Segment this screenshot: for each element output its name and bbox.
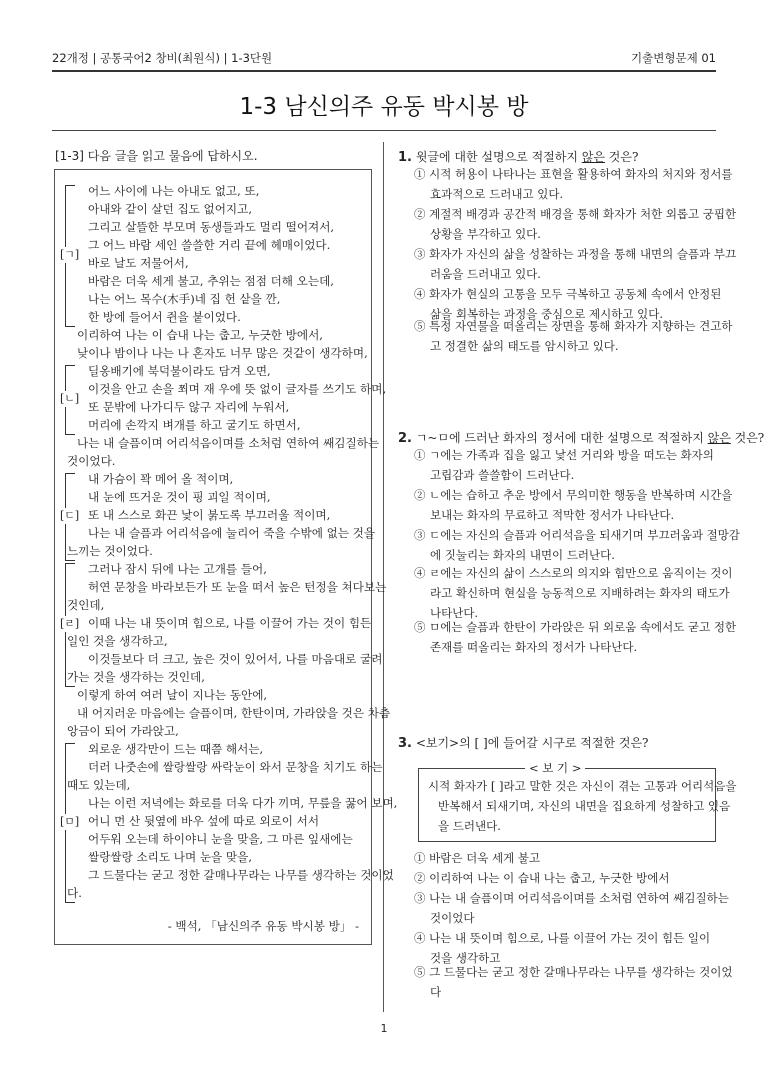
passage-section-label: [ㄴ]: [60, 392, 80, 405]
answer-option: ④ ㄹ에는 자신의 삶이 스스로의 의지와 힘만으로 움직이는 것이: [414, 566, 733, 580]
answer-option-cont: 고립감과 쓸쓸함이 드러난다.: [430, 468, 575, 482]
poem-line: 때도 있는데,: [67, 778, 131, 792]
answer-option: ⑤ 그 드물다는 굳고 정한 갈매나무라는 나무를 생각하는 것이었: [414, 965, 733, 979]
header-divider: [52, 70, 716, 72]
poem-line: 이것들보다 더 크고, 높은 것이 있어서, 나를 마음대로 굴려: [88, 652, 383, 666]
poem-line: 것인데,: [67, 598, 105, 612]
answer-option-cont: 러움을 드러내고 있다.: [430, 267, 541, 281]
poem-line: 아내와 같이 살던 집도 없어지고,: [88, 202, 253, 216]
answer-option-cont: 존재를 떠올리는 화자의 정서가 나타난다.: [430, 640, 638, 654]
answer-option: ⑤ ㅁ에는 슬픔과 한탄이 가라앉은 뒤 외로움 속에서도 굳고 정한: [414, 620, 737, 634]
poem-line: 가는 것을 생각하는 것인데,: [67, 670, 205, 684]
poem-line: 내 눈에 뜨거운 것이 핑 괴일 적이며,: [88, 490, 271, 504]
header-exam-label: 기출변형문제 01: [631, 51, 716, 65]
poem-line: 나는 내 슬픔과 어리석음에 눌리어 죽을 수밖에 없는 것을: [88, 526, 376, 540]
answer-option-cont: 다: [430, 985, 442, 999]
poem-line: 그러나 잠시 뒤에 나는 고개를 들어,: [88, 562, 267, 576]
answer-option-cont: 것이었다: [430, 911, 475, 925]
poem-passage: [54, 169, 398, 945]
answer-option: ① 바람은 더욱 세게 불고: [414, 851, 541, 865]
poem-line: 나는 어느 목수(木手)네 집 헌 샅을 깐,: [88, 292, 281, 306]
answer-option-cont: 삶을 회복하는 과정을 중심으로 제시하고 있다.: [430, 307, 664, 321]
page-number: 1: [380, 1022, 388, 1035]
stem-emphasis: 않은: [707, 431, 731, 445]
poem-line: 더러 나줏손에 쌀랑쌀랑 싸락눈이 와서 문창을 치기도 하는: [88, 760, 383, 774]
answer-option: ③ ㄷ에는 자신의 슬픔과 어리석음을 되새기며 부끄러움과 절망감: [414, 528, 740, 542]
bogi-line: 시적 화자가 [ ]라고 말한 것은 자신이 겪는 고통과 어리석음을: [428, 779, 737, 793]
stem-text: <보기>의 [ ]에 들어갈 시구로 적절한 것은?: [415, 736, 649, 750]
answer-option-cont: 효과적으로 드러내고 있다.: [430, 187, 564, 201]
answer-option: ④ 나는 내 뜻이며 힘으로, 나를 이끌어 가는 것이 힘든 일이: [414, 931, 711, 945]
bogi-label: < 보 기 >: [525, 760, 585, 776]
page-title: 1-3 남신의주 유동 박시봉 방: [239, 94, 529, 120]
poem-line: 그 드물다는 굳고 정한 갈매나무라는 나무를 생각하는 것이었: [88, 868, 394, 882]
poem-line: 쌀랑쌀랑 소리도 나며 눈을 맞을,: [88, 850, 253, 864]
poem-line: 느끼는 것이었다.: [67, 544, 153, 558]
poem-line: 것이었다.: [67, 454, 116, 468]
poem-line: 이것을 안고 손을 쬐며 재 우에 뜻 없이 글자를 쓰기도 하며,: [88, 382, 387, 396]
poem-line: 외로운 생각만이 드는 때쯤 해서는,: [88, 742, 264, 756]
poem-line: 그 어느 바람 세인 쓸쓸한 거리 끝에 헤매이었다.: [88, 238, 331, 252]
passage-section-label: [ㄹ]: [60, 617, 80, 630]
poem-line: 또 문밖에 나가디두 않구 자리에 누워서,: [88, 400, 290, 414]
poem-line: 나는 내 슬픔이며 어리석음이며를 소처럼 연하여 쌔김질하는: [77, 436, 380, 450]
stem-text: 윗글에 대한 설명으로 적절하지: [415, 150, 582, 164]
answer-option-cont: 보내는 화자의 무료하고 적막한 정서가 나타난다.: [430, 508, 675, 522]
stem-text-end: 것은?: [730, 431, 765, 445]
question-stem: [398, 429, 764, 446]
answer-option: ② 이리하여 나는 이 습내 나는 춥고, 누긋한 방에서: [414, 871, 670, 885]
poem-line: 바람은 더욱 세게 불고, 추위는 점점 더해 오는데,: [88, 274, 334, 288]
stem-text: ㄱ~ㅁ에 드러난 화자의 정서에 대한 설명으로 적절하지: [415, 431, 708, 445]
answer-option-cont: 것을 생각하고: [430, 951, 501, 965]
poem-line: 낮이나 밤이나 나는 나 혼자도 너무 많은 것같이 생각하며,: [77, 346, 368, 360]
poem-line: 이렇게 하여 여러 날이 지나는 동안에,: [77, 688, 268, 702]
poem-line: 이때 나는 내 뜻이며 힘으로, 나를 이끌어 가는 것이 힘든: [88, 616, 372, 630]
passage-section-label: [ㄷ]: [60, 509, 80, 522]
answer-option-cont: 라고 확신하며 현실을 능동적으로 지배하려는 화자의 태도가: [430, 586, 730, 600]
poem-line: 그리고 살뜰한 부모며 동생들과도 멀리 떨어져서,: [88, 220, 335, 234]
answer-option: ③ 화자가 자신의 삶을 성찰하는 과정을 통해 내면의 슬픔과 부끄: [414, 247, 737, 261]
poem-line: 머리에 손깍지 벼개를 하고 굴기도 하면서,: [88, 418, 301, 432]
instruction: [1-3] 다음 글을 읽고 물음에 답하시오.: [55, 149, 258, 163]
poem-line: 어느 사이에 나는 아내도 없고, 또,: [88, 184, 260, 198]
question-stem: [398, 148, 638, 165]
answer-option: ④ 화자가 현실의 고통을 모두 극복하고 공동체 속에서 안정된: [414, 287, 722, 301]
answer-option: ② ㄴ에는 습하고 추운 방에서 무의미한 행동을 반복하며 시간을: [414, 488, 733, 502]
bogi-line: 을 드러낸다.: [438, 819, 501, 833]
question-number: 3.: [398, 736, 412, 751]
poem-line: 이리하여 나는 이 습내 나는 춥고, 누긋한 방에서,: [77, 328, 323, 342]
answer-option: ① 시적 허용이 나타나는 표현을 활용하여 화자의 처지와 정서를: [414, 167, 733, 181]
question-number: 1.: [398, 150, 412, 165]
stem-emphasis: 않은: [581, 150, 605, 164]
answer-option-cont: 나타난다.: [430, 606, 479, 620]
poem-line: 내 어지러운 마음에는 슬픔이며, 한탄이며, 가라앉을 것은 차츰: [77, 706, 391, 720]
title-divider: [52, 130, 716, 131]
answer-option: ③ 나는 내 슬픔이며 어리석음이며를 소처럼 연하여 쌔김질하는: [414, 891, 729, 905]
passage-section-label: [ㄱ]: [60, 248, 80, 261]
page-header: [52, 50, 716, 68]
question-number: 2.: [398, 431, 412, 446]
poem-line: 어두워 오는데 하이야니 눈을 맞을, 그 마른 잎새에는: [88, 832, 353, 846]
question-stem: [398, 734, 649, 751]
answer-option-cont: 고 정결한 삶의 태도를 암시하고 있다.: [430, 339, 619, 353]
answer-option: ① ㄱ에는 가족과 집을 잃고 낯선 거리와 방을 떠도는 화자의: [414, 448, 714, 462]
poem-line: 일인 것을 생각하고,: [67, 634, 168, 648]
passage-source: - 백석, 「남신의주 유동 박시봉 방」 -: [167, 919, 359, 933]
stem-text-end: 것은?: [604, 150, 639, 164]
poem-line: 한 방에 들어서 쥔을 붙이었다.: [88, 310, 241, 324]
poem-line: 어니 먼 산 뒷옆에 바우 섶에 따로 외로이 서서: [88, 814, 320, 828]
answer-option-cont: 상황을 부각하고 있다.: [430, 227, 541, 241]
poem-line: 나는 이런 저녁에는 화로를 더욱 다가 끼며, 무릎을 꿇어 보며,: [88, 796, 398, 810]
passage-section-label: [ㅁ]: [60, 815, 80, 828]
answer-option-cont: 에 짓눌리는 화자의 내면이 드러난다.: [430, 548, 615, 562]
poem-line: 또 내 스스로 화끈 낯이 붉도록 부끄러울 적이며,: [88, 508, 331, 522]
bogi-line: 반복해서 되새기며, 자신의 내면을 집요하게 성찰하고 있음: [438, 799, 731, 813]
poem-line: 다.: [67, 886, 82, 900]
poem-line: 딜옹배기에 북덕불이라도 담겨 오면,: [88, 364, 271, 378]
header-course-info: 22개정 | 공통국어2 창비(최원식) | 1-3단원: [52, 51, 273, 65]
answer-option: ② 계절적 배경과 공간적 배경을 통해 화자가 처한 외롭고 궁핍한: [414, 207, 737, 221]
answer-option: ⑤ 특정 자연물을 떠올리는 장면을 통해 화자가 지향하는 견고하: [414, 319, 733, 333]
poem-line: 앙금이 되어 가라앉고,: [67, 724, 179, 738]
poem-line: 내 가슴이 꽉 메어 올 적이며,: [88, 472, 234, 486]
poem-line: 바로 날도 저물어서,: [88, 256, 189, 270]
poem-line: 허연 문창을 바라보든가 또 눈을 떠서 높은 턴정을 쳐다보는: [88, 580, 387, 594]
